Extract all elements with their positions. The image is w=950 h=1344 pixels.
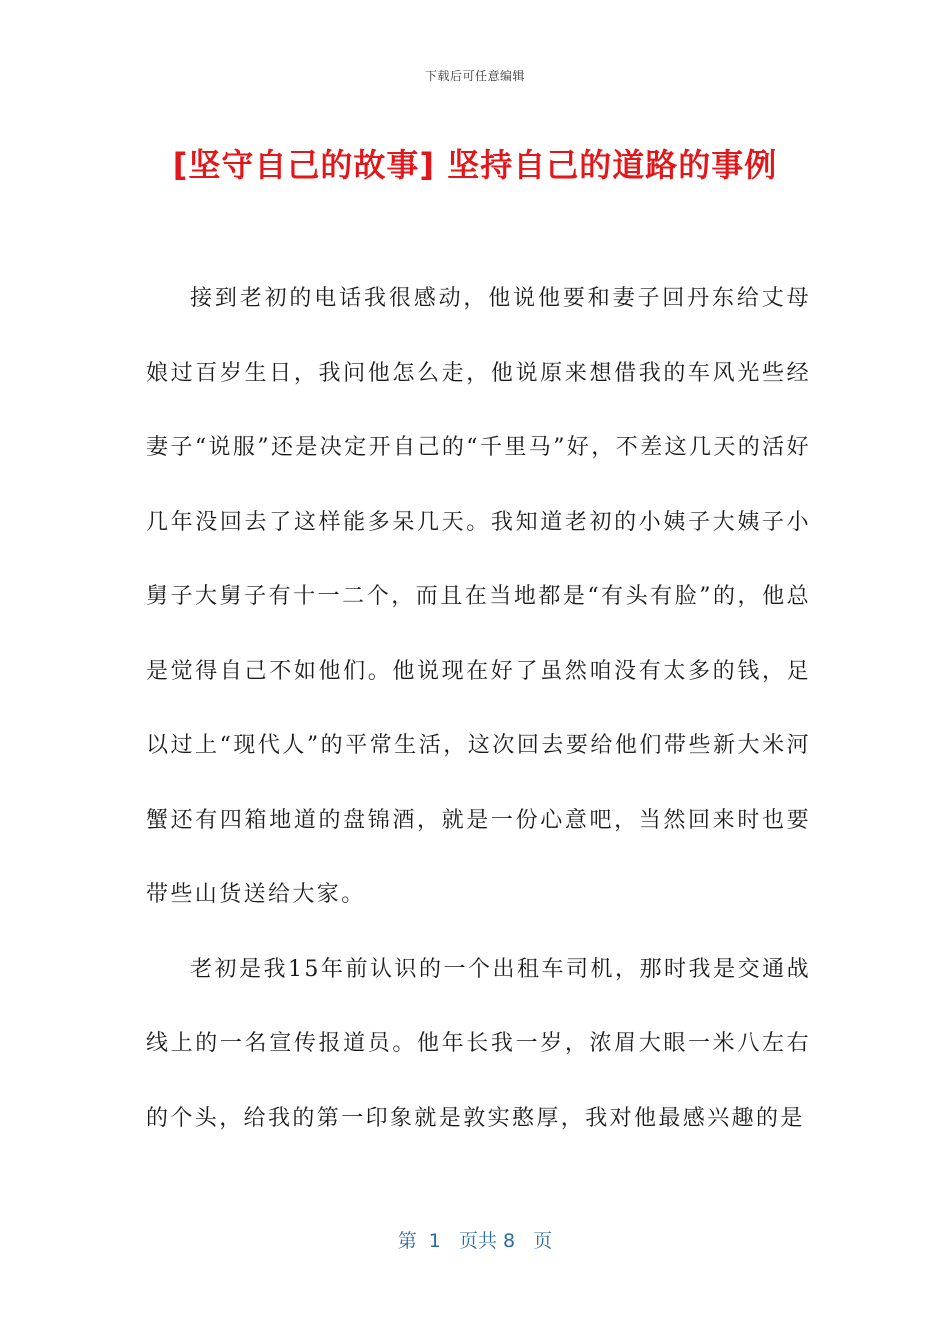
document-title: [坚守自己的故事] 坚持自己的道路的事例: [172, 146, 778, 184]
header-note: 下载后可任意编辑: [424, 69, 525, 83]
paragraph-1: 接到老初的电话我很感动，他说他要和妻子回丹东给丈母娘过百岁生日，我问他怎么走，他说原来想借我的车风光些经妻子“说服”还是决定开自己的“千里马”好，不差这几天的活好几年没回去了这样能多呆几天。我知道老初的小姨子大姨子小舅子大舅子有十一二个，而且在当地都是“有头有脸”的，他总是觉得自己不如他们。他说现在好了虽然咱没有太多的钱，足以过上“现代人”的平常生活，这次回去要给他们带些新大米河蟹还有四箱地道的盘锦酒，就是一份心意吧，当然回来时也要带些山货送给大家。: [146, 286, 811, 907]
page-number-footer: 第 1 页共 8 页: [397, 1230, 553, 1252]
paragraph-2: 老初是我15年前认识的一个出租车司机，那时我是交通战线上的一名宣传报道员。他年长我一岁，浓眉大眼一米八左右的个头，给我的第一印象就是敦实憨厚，我对他最感兴趣的是: [146, 956, 811, 1131]
document-body: [146, 262, 811, 1156]
